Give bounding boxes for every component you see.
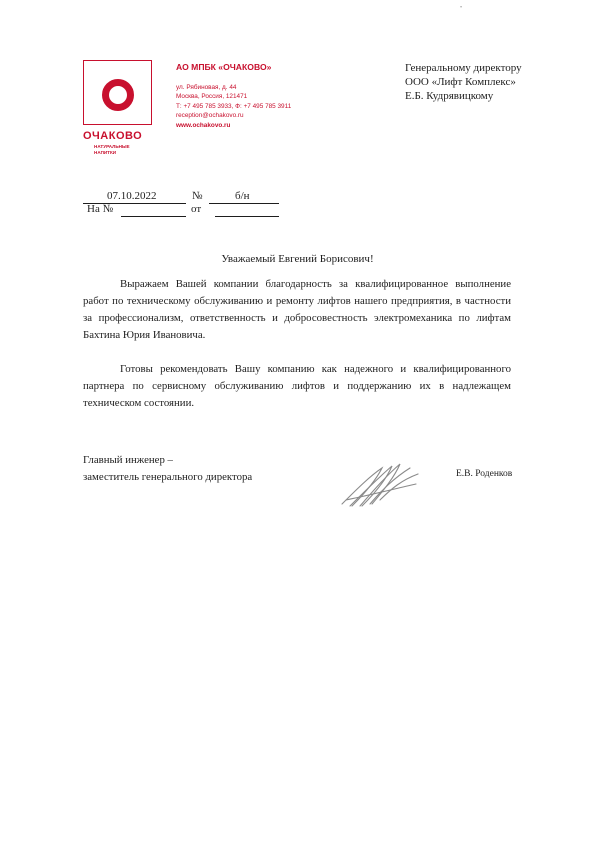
- letter-date: 07.10.2022: [107, 190, 157, 202]
- number-underline: [209, 203, 279, 204]
- recipient-company: ООО «Лифт Комплекс»: [405, 75, 516, 88]
- website-link[interactable]: www.ochakovo.ru: [176, 121, 231, 129]
- signer-position-line2: заместитель генерального директора: [83, 471, 253, 483]
- ref-from-label: от: [191, 203, 202, 215]
- ref-date-underline: [215, 216, 279, 217]
- number-label: №: [192, 190, 203, 202]
- address-line1: ул. Рябиновая, д. 44: [176, 84, 237, 91]
- body-paragraph-1: [83, 276, 511, 344]
- address-line2: Москва, Россия, 121471: [176, 93, 248, 101]
- signer-position: [83, 452, 252, 486]
- recipient-position: Генеральному директору: [405, 62, 522, 74]
- brand-subtitle: [94, 144, 130, 155]
- registration-block: [83, 188, 283, 228]
- email-link[interactable]: reception@ochakovo.ru: [176, 112, 244, 120]
- paragraph-2-text: Готовы рекомендовать Вашу компанию как надежного и квалифицированного партнера по сервисному обслуживанию лифтов и поддержанию их в надлежащем техническом состоянии.: [83, 363, 511, 409]
- body-paragraph-2: [83, 361, 511, 412]
- brand-subtitle-line1: НАТУРАЛЬНЫЕ: [94, 144, 130, 149]
- phone-fax: Т: +7 495 785 3933, Ф: +7 495 785 3911: [176, 102, 292, 110]
- signer-name: Е.В. Роденков: [456, 469, 513, 479]
- recipient-block: [405, 62, 522, 103]
- company-name: АО МПБК «ОЧАКОВО»: [176, 62, 272, 72]
- logo-ring-icon: [102, 79, 134, 111]
- recipient-name: Е.Б. Кудрявицкому: [405, 89, 494, 102]
- signer-position-line1: Главный инженер –: [83, 454, 173, 466]
- brand-name: ОЧАКОВО: [83, 130, 143, 142]
- ref-underline: [121, 216, 186, 217]
- handwritten-signature: [336, 460, 426, 510]
- letter-number: б/н: [235, 190, 250, 202]
- company-contacts: [176, 83, 291, 130]
- corner-mark: •: [460, 5, 463, 11]
- salutation: Уважаемый Евгений Борисович!: [221, 253, 374, 265]
- ref-label: На №: [87, 203, 114, 215]
- paragraph-1-text: Выражаем Вашей компании благодарность за квалифицированное выполнение работ по техническому обслуживанию и ремонту лифтов нашего предприятия, в частности за профессионализм, ответственность и добросовестность электромеханика по лифтам Бахтина Юрия Ивановича.: [83, 278, 511, 341]
- brand-subtitle-line2: НАПИТКИ: [94, 149, 117, 155]
